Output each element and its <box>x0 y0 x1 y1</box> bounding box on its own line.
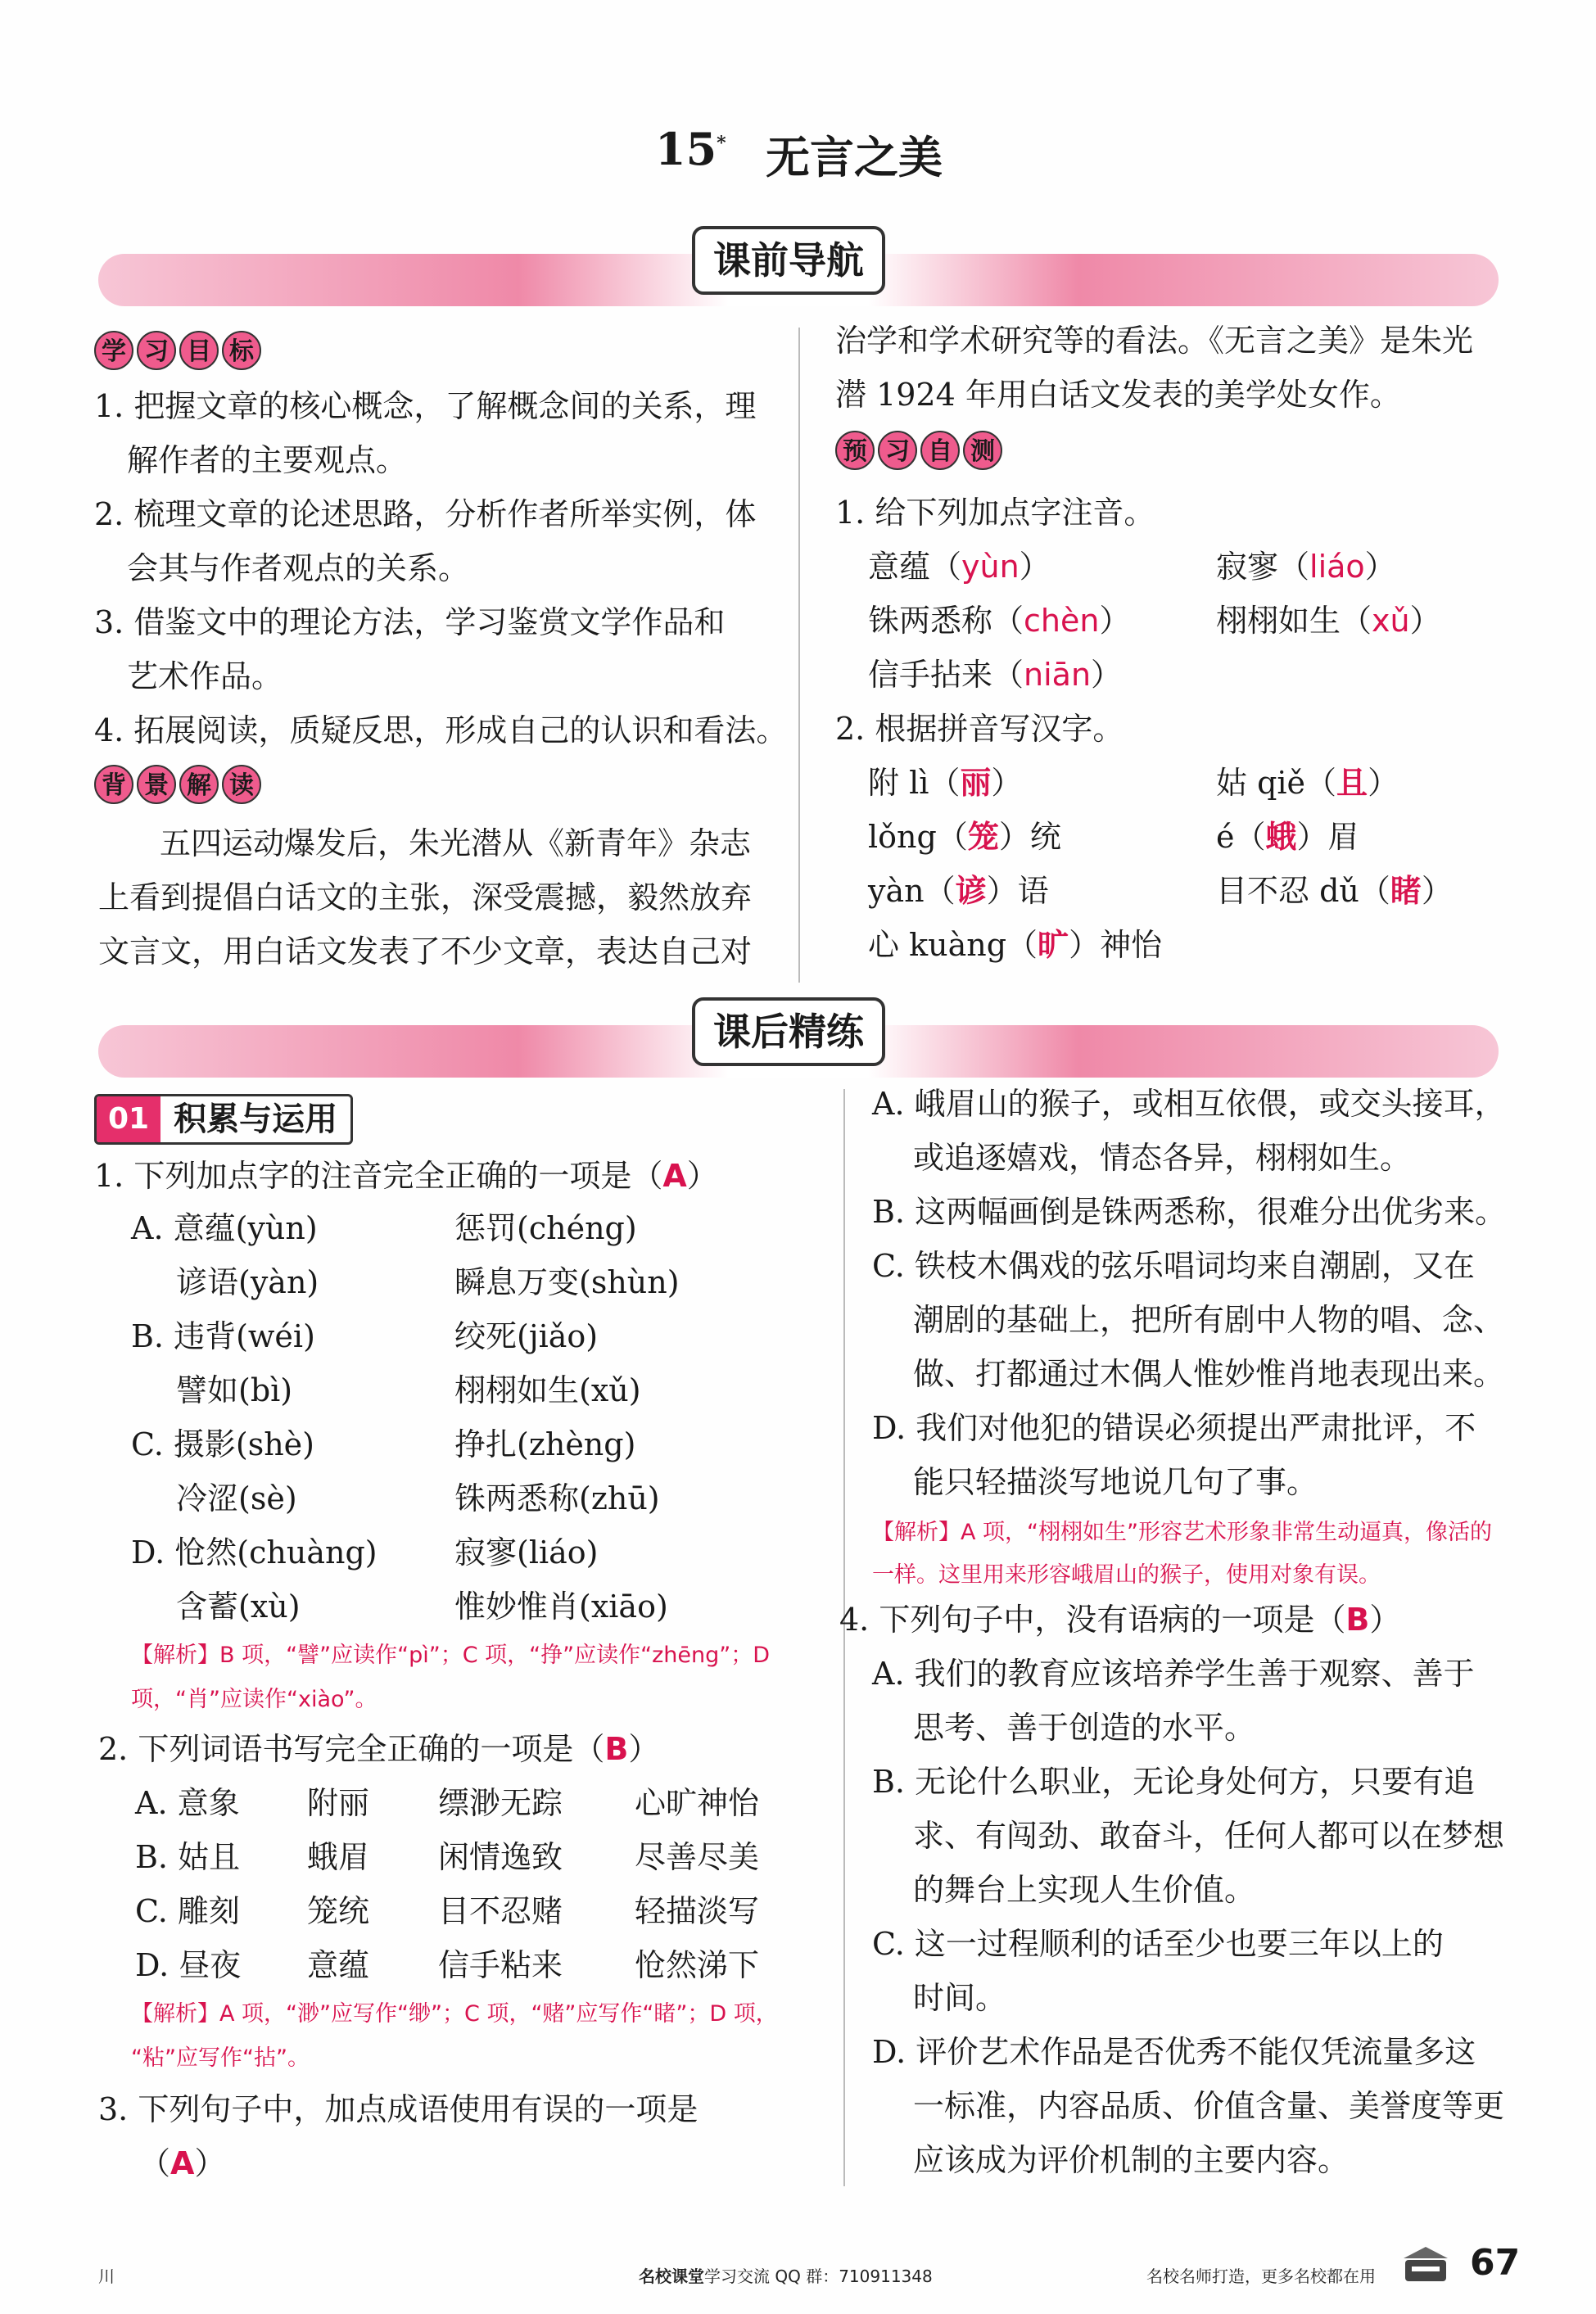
pinyin-item: 寂寥（liáo） <box>1216 549 1396 585</box>
char-item: 目不忍 dǔ（睹） <box>1216 873 1453 909</box>
option-text: C. 雕刻 <box>135 1893 240 1929</box>
char-item: 心 kuàng（旷）神怡 <box>868 927 1163 963</box>
goal-line: 3. 借鉴文中的理论方法，学习鉴赏文学作品和 <box>94 604 726 640</box>
logo-icon <box>1400 2244 1451 2286</box>
background-tag: 背 景 解 读 <box>94 765 261 804</box>
option-text: 时间。 <box>913 1980 1007 2016</box>
option-text: A. 峨眉山的猴子，或相互依偎，或交头接耳， <box>872 1086 1506 1122</box>
lesson-number: 15* <box>655 123 726 175</box>
option-text: 绞死(jiǎo) <box>454 1318 599 1354</box>
option-text: 惩罚(chéng) <box>454 1210 637 1246</box>
option-text: A. 意蕴(yùn) <box>131 1210 318 1246</box>
option-text: C. 摄影(shè) <box>131 1426 314 1462</box>
page-title: 无言之美 <box>766 131 943 183</box>
goal-line: 2. 梳理文章的论述思路，分析作者所举实例，体 <box>94 496 757 532</box>
pinyin-item: 铢两悉称（chèn） <box>868 603 1131 639</box>
post-q1-stem: 1. 下列加点字的注音完全正确的一项是（A） <box>94 1158 718 1194</box>
analysis-text: 【解析】A 项，“渺”应写作“缈”；C 项，“赌”应写作“睹”；D 项， <box>131 2001 778 2027</box>
goal-line: 会其与作者观点的关系。 <box>127 550 470 586</box>
char-item: 姑 qiě（且） <box>1216 765 1399 801</box>
option-text: D. 昼夜 <box>135 1947 242 1983</box>
option-text: 谚语(yàn) <box>176 1264 319 1300</box>
q2-stem: 2. 根据拼音写汉字。 <box>835 711 1124 747</box>
background-text: 治学和学术研究等的看法。《无言之美》是朱光 <box>835 323 1474 359</box>
q1-stem: 1. 给下列加点字注音。 <box>835 495 1155 531</box>
option-text: 轻描淡写 <box>635 1893 760 1929</box>
footer-region: 川 <box>98 2267 115 2286</box>
option-text: 栩栩如生(xǔ) <box>454 1372 641 1408</box>
footer-right: 名校名师打造，更多名校都在用 <box>1146 2267 1376 2286</box>
option-text: 蛾眉 <box>307 1839 370 1875</box>
pinyin-item: 栩栩如生（xǔ） <box>1216 603 1441 639</box>
option-text: 意蕴 <box>307 1947 370 1983</box>
goal-line: 解作者的主要观点。 <box>127 442 408 478</box>
option-text: 做、打都通过木偶人惟妙惟肖地表现出来。 <box>913 1356 1505 1392</box>
option-text: 瞬息万变(shùn) <box>454 1264 680 1300</box>
option-text: 求、有闯劲、敢奋斗，任何人都可以在梦想 <box>913 1818 1505 1854</box>
option-text: 潮剧的基础上，把所有剧中人物的唱、念、 <box>913 1302 1505 1338</box>
post-q4-stem: 4. 下列句子中，没有语病的一项是（B） <box>839 1602 1401 1638</box>
goals-tag: 学 习 目 标 <box>94 331 261 370</box>
option-text: 附丽 <box>307 1785 370 1821</box>
option-text: 的舞台上实现人生价值。 <box>913 1872 1256 1908</box>
option-text: 寂寥(liáo) <box>454 1534 599 1571</box>
analysis-text: 项，“肖”应读作“xiào”。 <box>131 1687 378 1712</box>
column-divider-top <box>798 328 800 983</box>
goal-line: 艺术作品。 <box>127 658 283 694</box>
option-text: B. 违背(wéi) <box>131 1318 315 1354</box>
option-text: 信手粘来 <box>438 1947 563 1983</box>
option-text: 笼统 <box>307 1893 370 1929</box>
option-text: 能只轻描淡写地说几句了事。 <box>913 1464 1318 1500</box>
option-text: 惟妙惟肖(xiāo) <box>454 1589 668 1625</box>
char-item: lǒng（笼）统 <box>868 819 1061 855</box>
option-text: 挣扎(zhèng) <box>454 1426 636 1462</box>
option-text: B. 无论什么职业，无论身处何方，只要有追 <box>872 1764 1476 1800</box>
option-text: 缥渺无踪 <box>438 1785 563 1821</box>
char-item: 附 lì（丽） <box>868 765 1023 801</box>
background-text: 文言文，用白话文发表了不少文章，表达自己对 <box>98 933 753 969</box>
option-text: C. 铁枝木偶戏的弦乐唱词均来自潮剧，又在 <box>872 1248 1475 1284</box>
char-item: é（蛾）眉 <box>1216 819 1359 855</box>
option-text: D. 怆然(chuàng) <box>131 1534 378 1571</box>
analysis-text: 【解析】B 项，“譬”应读作“pì”；C 项，“挣”应读作“zhēng”；D <box>131 1643 771 1668</box>
option-text: 铢两悉称(zhū) <box>454 1480 660 1516</box>
pinyin-item: 意蕴（yùn） <box>868 549 1051 585</box>
option-text: 目不忍赌 <box>438 1893 563 1929</box>
post-banner-label: 课后精练 <box>692 997 885 1066</box>
goal-line: 4. 拓展阅读，质疑反思，形成自己的认识和看法。 <box>94 712 788 748</box>
option-text: 思考、善于创造的水平。 <box>913 1710 1256 1746</box>
option-text: 闲情逸致 <box>438 1839 563 1875</box>
option-text: 应该成为评价机制的主要内容。 <box>913 2142 1350 2178</box>
option-text: C. 这一过程顺利的话至少也要三年以上的 <box>872 1926 1444 1962</box>
footer-center: 名校课堂学习交流 QQ 群：710911348 <box>639 2267 933 2286</box>
char-item: yàn（谚）语 <box>868 873 1049 909</box>
analysis-text: 【解析】A 项，“栩栩如生”形容艺术形象非常生动逼真，像活的 <box>872 1520 1493 1545</box>
option-text: 或追逐嬉戏，情态各异，栩栩如生。 <box>913 1140 1412 1176</box>
page-number: 67 <box>1470 2242 1521 2284</box>
option-text: B. 姑且 <box>135 1839 241 1875</box>
option-text: 冷涩(sè) <box>176 1480 297 1516</box>
option-text: 怆然涕下 <box>635 1947 760 1983</box>
option-text: A. 意象 <box>135 1785 240 1821</box>
option-text: D. 评价艺术作品是否优秀不能仅凭流量多这 <box>872 2034 1476 2070</box>
option-text: 尽善尽美 <box>635 1839 760 1875</box>
analysis-text: 一样。这里用来形容峨眉山的猴子，使用对象有误。 <box>872 1562 1381 1588</box>
analysis-text: “粘”应写作“拈”。 <box>131 2045 310 2071</box>
background-text: 潜 1924 年用白话文发表的美学处女作。 <box>835 377 1401 413</box>
post-q3-answer: （A） <box>139 2145 226 2181</box>
background-text: 上看到提倡白话文的主张，深受震撼，毅然放弃 <box>98 879 753 915</box>
option-text: B. 这两幅画倒是铢两悉称，很难分出优劣来。 <box>872 1194 1507 1230</box>
background-text: 五四运动爆发后，朱光潜从《新青年》杂志 <box>160 825 752 861</box>
option-text: 含蓄(xù) <box>176 1589 301 1625</box>
section-heading: 01 积累与运用 <box>94 1094 353 1145</box>
post-q3-stem: 3. 下列句子中，加点成语使用有误的一项是 <box>98 2091 699 2127</box>
option-text: A. 我们的教育应该培养学生善于观察、善于 <box>872 1656 1475 1692</box>
option-text: D. 我们对他犯的错误必须提出严肃批评，不 <box>872 1410 1476 1446</box>
pre-banner-label: 课前导航 <box>692 226 885 295</box>
option-text: 一标准，内容品质、价值含量、美誉度等更 <box>913 2088 1505 2124</box>
option-text: 譬如(bì) <box>176 1372 293 1408</box>
self-test-tag: 预 习 自 测 <box>835 431 1002 470</box>
post-q2-stem: 2. 下列词语书写完全正确的一项是（B） <box>98 1731 660 1767</box>
goal-line: 1. 把握文章的核心概念，了解概念间的关系，理 <box>94 388 757 424</box>
option-text: 心旷神怡 <box>635 1785 760 1821</box>
pinyin-item: 信手拈来（niān） <box>868 657 1123 693</box>
